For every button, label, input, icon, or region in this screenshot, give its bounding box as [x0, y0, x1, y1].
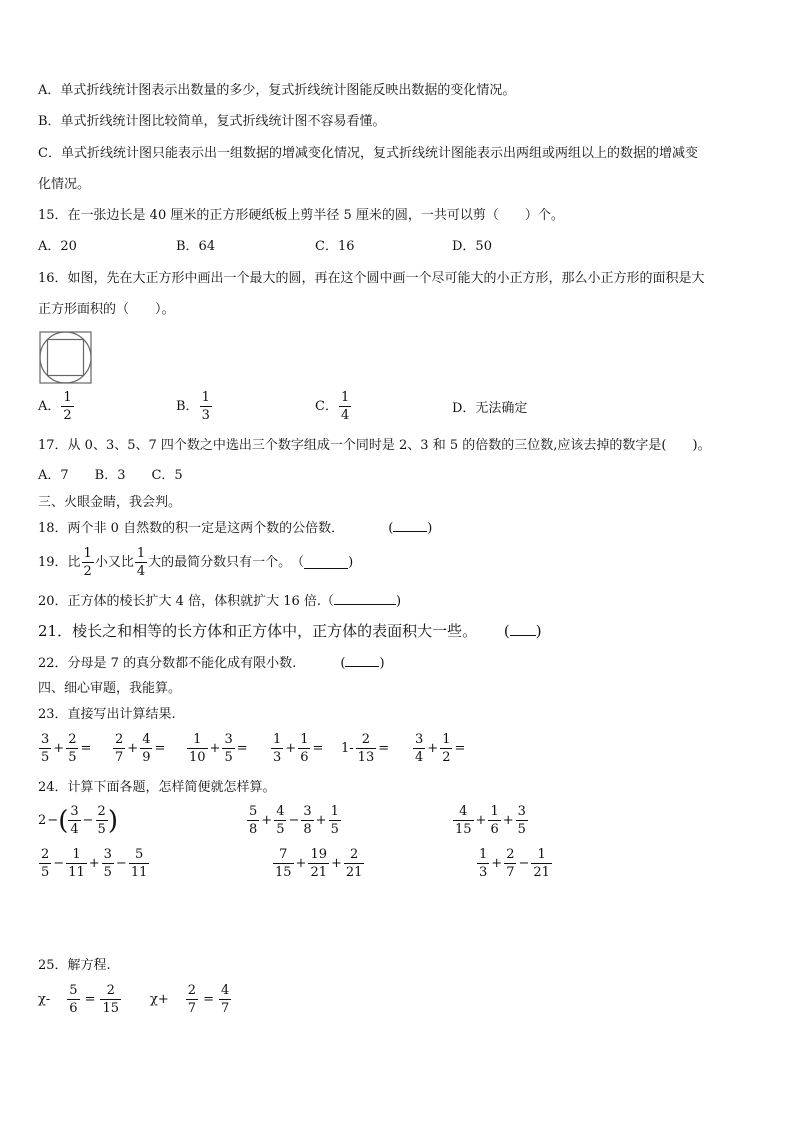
section-4-heading: 四、细心审题，我能算。 [38, 681, 182, 696]
fraction: $\frac{4}{9}$ [142, 732, 151, 765]
fraction: $\frac{5}{6}$ [69, 983, 78, 1016]
q14-option-c-line1: C．单式折线统计图只能表示出一组数据的增减变化情况，复式折线统计图能表示出两组或两组以上的数据的增减变 [38, 146, 698, 161]
fraction: $\frac{2}{7}$ [187, 983, 197, 1016]
q24-expr-3: $\frac{4}{15}$ + $\frac{1}{6}$ + $\frac{3}{5}$ [455, 804, 526, 837]
answer-blank[interactable] [334, 592, 396, 605]
fraction: $\frac{2}{7}$ [115, 732, 124, 765]
q16-option-c: C． $\frac{1}{4}$ [315, 390, 350, 423]
fraction: $\frac{19}{21}$ [310, 847, 327, 880]
fraction: $\frac{1}{3}$ [479, 847, 488, 880]
fraction: $\frac{2}{7}$ [506, 847, 515, 880]
q24-stem: 24．计算下面各题，怎样简便就怎样算。 [38, 780, 276, 795]
fraction: $\frac{2}{21}$ [345, 847, 363, 880]
q22: 22．分母是 7 的真分数都不能化成有限小数. ( ) [38, 656, 385, 671]
q25-equation-1: χ- $\frac{5}{6}$ = $\frac{2}{15}$ [38, 983, 120, 1016]
fraction: $\frac{1}{21}$ [533, 847, 550, 880]
q14-option-c-line2: 化情况。 [38, 177, 91, 192]
q19: 19．比 $\frac{1}{2}$ 小又比 $\frac{1}{4}$ 大的最简分数只有一个。 （ ) [38, 546, 354, 579]
q25-stem: 25．解方程. [38, 958, 111, 973]
fraction: $\frac{4}{7}$ [220, 983, 230, 1016]
q23-expr-2: $\frac{2}{7}$ + $\frac{4}{9}$ = [115, 732, 166, 765]
fraction: $\frac{3}{8}$ [303, 804, 312, 837]
fraction: $\frac{3}{5}$ [103, 847, 112, 880]
fraction: $\frac{3}{4}$ [70, 804, 79, 837]
fraction: $\frac{2}{5}$ [97, 804, 106, 837]
answer-blank[interactable] [510, 623, 536, 636]
fraction: $\frac{1}{10}$ [189, 732, 206, 765]
q23-expr-4: $\frac{1}{3}$ + $\frac{1}{6}$ = [273, 732, 324, 765]
fraction: $\frac{4}{5}$ [276, 804, 285, 837]
answer-blank[interactable] [345, 654, 379, 667]
fraction: $\frac{1}{6}$ [490, 804, 499, 837]
fraction: $\frac{3}{5}$ [41, 732, 50, 765]
fraction: $\frac{2}{13}$ [357, 732, 375, 765]
q16-stem-line1: 16．如图，先在大正方形中画出一个最大的圆，再在这个圆中画一个尽可能大的小正方形，那么小正方形的面积是大 [38, 271, 705, 286]
fraction: $\frac{1}{6}$ [300, 732, 309, 765]
q23-expr-6: $\frac{3}{4}$ + $\frac{1}{2}$ = [415, 732, 466, 765]
answer-blank[interactable] [393, 519, 427, 532]
q15-option-d: D．50 [452, 239, 492, 254]
fraction: $\frac{3}{5}$ [517, 804, 526, 837]
q23-stem: 23．直接写出计算结果. [38, 707, 176, 722]
q20: 20．正方体的棱长扩大 4 倍，体积就扩大 16 倍.（ ) [38, 594, 402, 609]
q16-option-b: B． $\frac{1}{3}$ [176, 390, 210, 423]
fraction: $\frac{1}{2}$ [83, 546, 92, 579]
fraction: $\frac{3}{5}$ [224, 732, 233, 765]
fraction: $\frac{1}{4}$ [340, 390, 350, 423]
fraction: $\frac{2}{15}$ [102, 983, 120, 1016]
answer-blank[interactable] [304, 556, 348, 569]
fraction: $\frac{1}{2}$ [442, 732, 451, 765]
section-3-heading: 三、火眼金睛，我会判。 [38, 495, 182, 510]
fraction: $\frac{3}{4}$ [415, 732, 424, 765]
q23-expr-1: $\frac{3}{5}$ + $\frac{2}{5}$ = [41, 732, 92, 765]
fraction: $\frac{5}{11}$ [130, 847, 148, 880]
q15-option-c: C．16 [315, 239, 355, 254]
q23-expr-3: $\frac{1}{10}$ + $\frac{3}{5}$ = [189, 732, 248, 765]
q21: 21．棱长之和相等的长方体和正方体中，正方体的表面积大一些。 ( ) [38, 622, 542, 640]
q16-option-a: A． $\frac{1}{2}$ [38, 390, 72, 423]
q17-stem: 17．从 0、3、5、7 四个数之中选出三个数字组成一个同时是 2、3 和 5 的倍数的三位数,应该去掉的数字是( )。 [38, 438, 711, 453]
fraction: $\frac{1}{11}$ [68, 847, 85, 880]
fraction: $\frac{4}{15}$ [455, 804, 472, 837]
q15-option-b: B．64 [176, 239, 216, 254]
q17-options: A．7 B．3 C．5 [38, 468, 183, 483]
fraction: $\frac{2}{5}$ [68, 732, 77, 765]
fraction: $\frac{1}{3}$ [201, 390, 210, 423]
fraction: $\frac{5}{8}$ [249, 804, 258, 837]
q16-stem-line2: 正方形面积的（ ）。 [38, 302, 175, 317]
q15-stem: 15．在一张边长是 40 厘米的正方形硬纸板上剪半径 5 厘米的圆，一共可以剪（ ）个。 [38, 208, 564, 223]
fraction: $\frac{1}{2}$ [63, 390, 72, 423]
q24-expr-4: $\frac{2}{5}$ − $\frac{1}{11}$ + $\frac{3}{5}$ − $\frac{5}{11}$ [41, 847, 148, 880]
q16-option-d: D．无法确定 [452, 401, 528, 416]
q15-option-a: A．20 [38, 239, 77, 254]
q14-option-b: B．单式折线统计图比较简单，复式折线统计图不容易看懂。 [38, 114, 386, 129]
q24-expr-6: $\frac{1}{3}$ + $\frac{2}{7}$ − $\frac{1}{21}$ [479, 847, 550, 880]
fraction: $\frac{2}{5}$ [41, 847, 50, 880]
q14-option-a: A．单式折线统计图表示出数量的多少，复式折线统计图能反映出数据的变化情况。 [38, 83, 516, 98]
fraction: $\frac{1}{5}$ [330, 804, 339, 837]
fraction: $\frac{1}{3}$ [273, 732, 282, 765]
q18: 18．两个非 0 自然数的积一定是这两个数的公倍数． ( ) [38, 521, 433, 536]
fraction: $\frac{7}{15}$ [275, 847, 292, 880]
q24-expr-2: $\frac{5}{8}$ + $\frac{4}{5}$ − $\frac{3}{8}$ + $\frac{1}{5}$ [249, 804, 339, 837]
q16-square-circle-figure [39, 331, 93, 385]
q23-expr-5: 1- $\frac{2}{13}$ = [341, 732, 390, 765]
fraction: $\frac{1}{4}$ [136, 546, 146, 579]
q25-equation-2: χ+ $\frac{2}{7}$ = $\frac{4}{7}$ [150, 983, 230, 1016]
q24-expr-5: $\frac{7}{15}$ + $\frac{19}{21}$ + $\frac{2}{21}$ [275, 847, 363, 880]
q24-expr-1: 2 − ( $\frac{3}{4}$ − $\frac{2}{5}$ ) [38, 804, 118, 837]
